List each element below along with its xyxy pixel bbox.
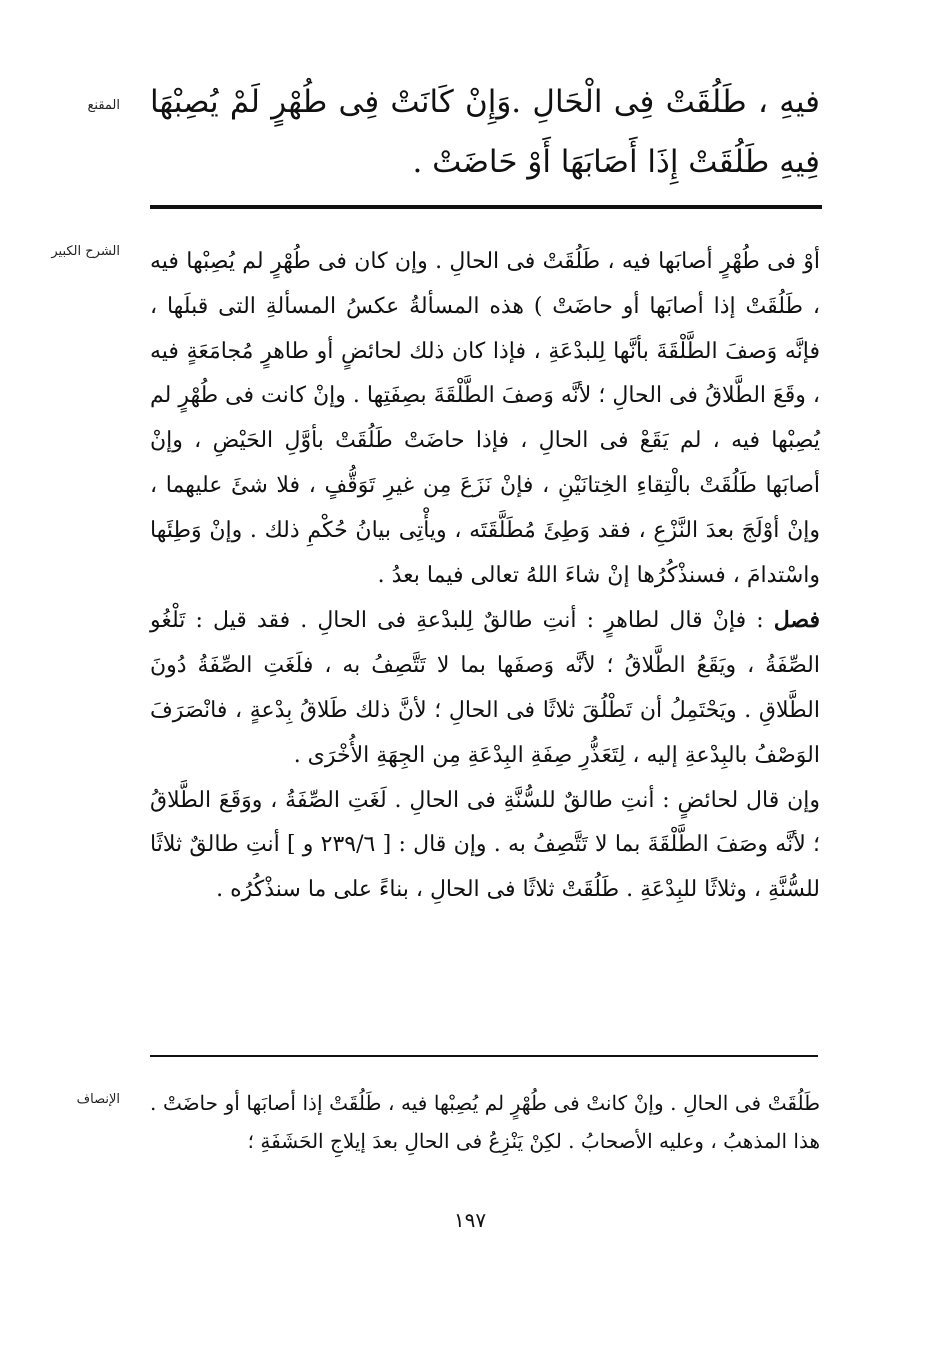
page-number: ١٩٧ <box>453 1208 487 1232</box>
sharh-paragraph-fasl <box>150 598 820 778</box>
label-sharh: الشرح الكبير <box>51 244 120 259</box>
sharh-paragraph-1: أوْ فى طُهْرٍ أصابَها فيه ، طَلُقَتْ فى الحالِ . وإن كان فى طُهْرٍ لم يُصِبْها فيه ، طَلُقَتْ إذا أصابَها أو حاضَتْ ) هذه المسألةُ عكسُ المسألةِ التى قبلَها ، فإنَّه وَصفَ الطَّلْقَةَ بأنَّها لِلبدْعَةِ ، فإذا كان ذلك لحائضٍ أو طاهرٍ مُجامَعَةٍ فيه ، وقَعَ الطَّلاقُ فى الحالِ ؛ لأنَّه وَصفَ الطَّلْقَةَ بصِفَتِها . وإنْ كانت فى طُهْرٍ لم يُصِبْها فيه ، لم يَقَعْ فى الحالِ ، فإذا حاضَتْ طَلُقَتْ بأوَّلِ الحَيْضِ ، وإنْ أصابَها طَلُقَتْ بالْتِقاءِ الخِتانَيْنِ ، فإنْ نَزَعَ مِن غيرِ تَوَقُّفٍ ، فلا شئَ عليهما ، وإنْ أوْلَجَ بعدَ النَّزْعِ ، فقد وَطِئَ مُطَلَّقَتَه ، ويأْتِى بيانُ حُكْمِ ذلك . وإنْ وَطِئَها واسْتدامَ ، فسنذْكُرُها إنْ شاءَ اللهُ تعالى فيما بعدُ . <box>150 249 820 588</box>
section-divider-thin <box>150 1055 818 1057</box>
fasl-body: : فإنْ قال لطاهرٍ : أنتِ طالقٌ لِلبدْعةِ فى الحالِ . فقد قيل : تَلْغُو الصِّفَةُ ، ويَقَعُ الطَّلاقُ ؛ لأنَّه وَصفَها بما لا تَتَّصِفُ به ، فلَغَتِ الصِّفَةُ دُونَ الطَّلاقِ . ويَحْتَمِلُ أن تَطْلُقَ ثلاثًا فى الحالِ ؛ لأنَّ ذلك طَلاقُ بِدْعةٍ ، فانْصَرَفَ الوَصْفُ بالبِدْعةِ إليه ، لِتَعَذُّرِ صِفَةِ البِدْعَةِ مِن الجِهَةِ الأُخْرَى . <box>150 608 820 768</box>
sharh-paragraph-3: وإن قال لحائضٍ : أنتِ طالقٌ للسُّنَّةِ فى الحالِ . لَغَتِ الصِّفَةُ ، ووَقَعَ الطَّلاقُ ؛ لأنَّه وصَفَ الطَّلْقَةَ بما لا تَتَّصِفُ به . وإن قال : [ ٢٣٩/٦ و ] أنتِ طالقٌ ثلاثًا للسُّنَّةِ ، وثلاثًا للبِدْعَةِ . طَلُقَتْ ثلاثًا فى الحالِ ، بناءً على ما سنذْكُرُه . <box>150 787 820 903</box>
fasl-heading: فصل <box>773 607 820 634</box>
sharh-text <box>150 240 820 913</box>
label-muqni: المقنع <box>87 98 120 113</box>
insaf-text: طَلُقَتْ فى الحالِ . وإنْ كانتْ فى طُهْرٍ لم يُصِبْها فيه ، طَلُقَتْ إذا أصابَها أو حاضَتْ . هذا المذهبُ ، وعليه الأصحابُ . لكِنْ يَنْزِعُ فى الحالِ بعدَ إيلاجِ الحَشَفَةِ ؛ <box>150 1091 820 1153</box>
section-divider-thick <box>150 205 822 209</box>
muqni-text: فيهِ ، طَلُقَتْ فِى الْحَالِ .وَإِنْ كَانَتْ فِى طُهْرٍ لَمْ يُصِبْهَا فِيهِ طَلُقَتْ إِذَا أَصَابَهَا أَوْ حَاضَتْ . <box>150 84 820 180</box>
label-insaf: الإنصاف <box>76 1092 120 1107</box>
